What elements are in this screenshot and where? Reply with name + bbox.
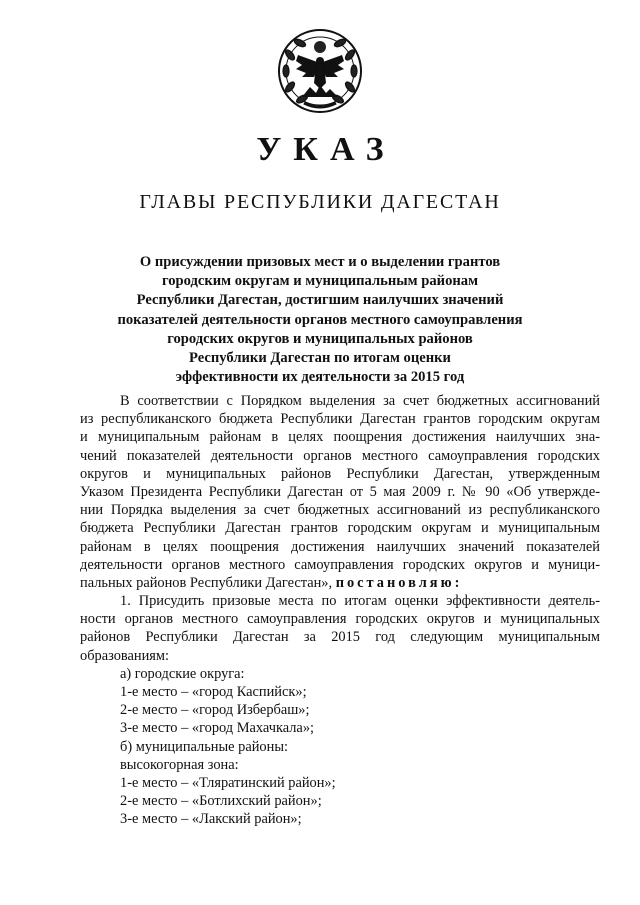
decree-word: постановляю:	[335, 574, 463, 591]
coat-of-arms-emblem	[276, 27, 364, 115]
preamble-line: деятельности органов местного самоуправления городских округов и муници-	[80, 556, 600, 573]
preamble-line: В соответствии с Порядком выделения за счет бюджетных ассигнований	[120, 393, 600, 409]
heading-line: О присуждении призовых мест и о выделении грантов	[139, 254, 501, 270]
heading-line: городским округам и муниципальным районам	[161, 273, 479, 290]
heading-line: городских округов и муниципальных районов	[167, 330, 473, 347]
preamble-line: нии Порядка выделения за счет бюджетных ассигнований из республиканского	[80, 502, 600, 519]
decree-heading	[110, 253, 530, 387]
list-item: б) муниципальные районы:	[120, 738, 288, 755]
list-item: 3-е место – «Лакский район»;	[120, 811, 302, 828]
preamble-line: чений показателей деятельности органов местного самоуправления городских	[80, 447, 600, 464]
list-item: а) городские округа:	[120, 665, 245, 682]
list-item: 2-е место – «Ботлихский район»;	[120, 793, 322, 810]
preamble-line: и муниципальным районам в целях поощрения достижения наилучших зна-	[80, 429, 600, 446]
heading-line: Республики Дагестан по итогам оценки	[189, 350, 451, 367]
preamble-line: округов и муниципальных районов Республики Дагестан, утвержденным	[80, 465, 600, 482]
preamble-line: из республиканского бюджета Республики Дагестан грантов городским округам	[80, 411, 600, 428]
preamble-line: Указом Президента Республики Дагестан от 5 мая 2009 г. № 90 «Об утвержде-	[80, 483, 600, 500]
list-item: 1-е место – «город Каспийск»;	[120, 684, 307, 700]
heading-line: Республики Дагестан, достигшим наилучших значений	[136, 292, 504, 309]
clause-last-line: образованиям:	[80, 647, 170, 664]
decree-body	[80, 392, 600, 829]
list-item: 1-е место – «Тляратинский район»;	[120, 774, 336, 791]
list-item: 2-е место – «город Избербаш»;	[120, 702, 310, 719]
clause-line: районов Республики Дагестан за 2015 год следующим муниципальным	[80, 629, 600, 646]
list-item: 3-е место – «город Махачкала»;	[120, 720, 315, 737]
heading-line: эффективности их деятельности за 2015 год	[175, 369, 465, 386]
heading-line: показателей деятельности органов местного самоуправления	[117, 311, 523, 328]
document-title: УКАЗ	[256, 131, 396, 168]
clause-line: 1. Присудить призовые места по итогам оценки эффективности деятель-	[120, 593, 600, 610]
preamble-last-line	[80, 574, 600, 592]
preamble-line: районам в целях поощрения достижения наилучших значений показателей	[80, 538, 600, 555]
document-subtitle: ГЛАВЫ РЕСПУБЛИКИ ДАГЕСТАН	[139, 191, 501, 213]
preamble-last-text: пальных районов Республики Дагестан»,	[80, 574, 333, 591]
preamble-line: бюджета Республики Дагестан грантов городским округам и муниципальным	[80, 520, 600, 537]
list-item: высокогорная зона:	[120, 756, 239, 773]
clause-line: ности органов местного самоуправления городских округов и муниципальных	[80, 611, 600, 628]
